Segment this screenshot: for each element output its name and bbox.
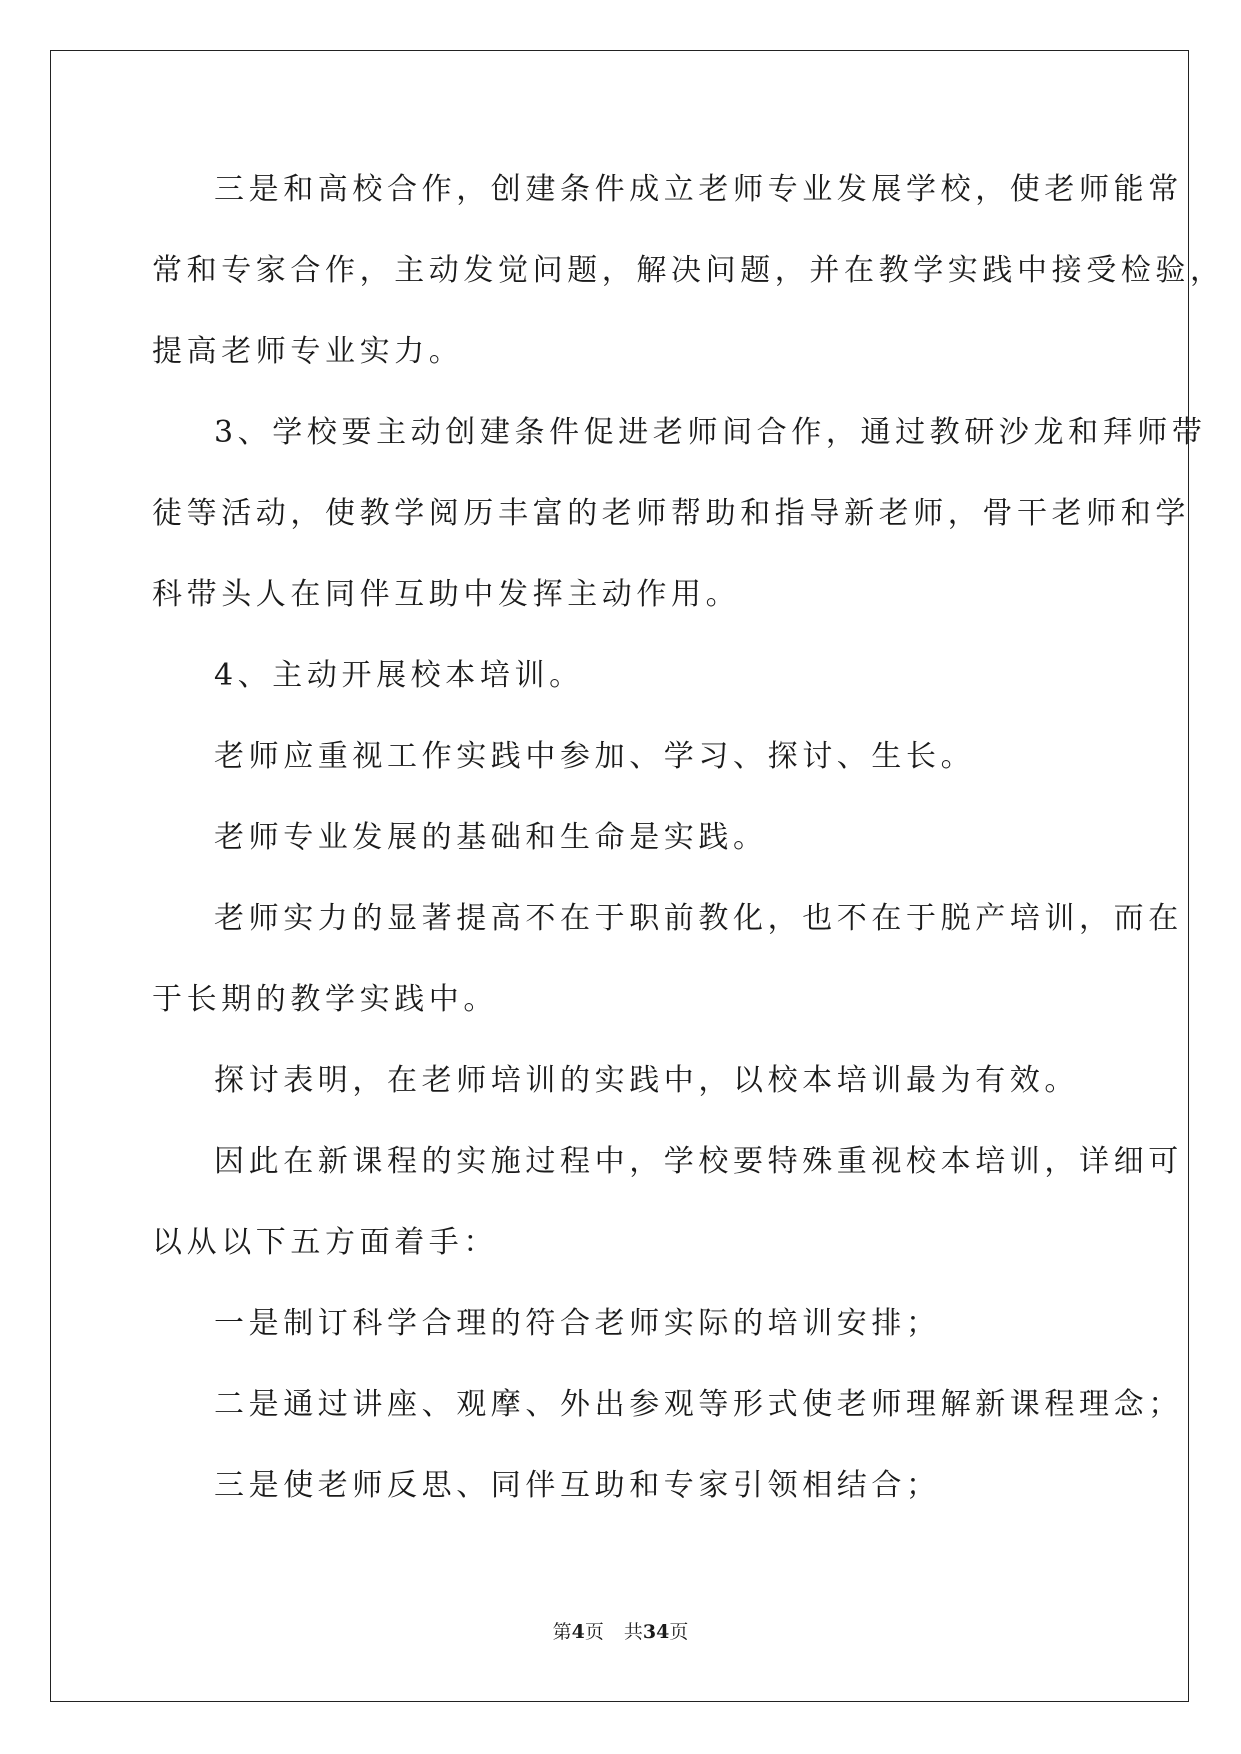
footer-page-suffix: 页 xyxy=(584,1621,604,1643)
paragraph-line: 科带头人在同伴互助中发挥主动作用。 xyxy=(152,577,741,612)
footer-total-pages: 34 xyxy=(642,1621,670,1643)
paragraph-line: 二是通过讲座、观摩、外出参观等形式使老师理解新课程理念； xyxy=(214,1387,1183,1422)
paragraph-line: 于长期的教学实践中。 xyxy=(152,982,498,1017)
paragraph-line: 老师应重视工作实践中参加、学习、探讨、生长。 xyxy=(214,739,976,774)
paragraph-line: 三是使老师反思、同伴互助和专家引领相结合； xyxy=(214,1468,941,1503)
paragraph-line: 4、主动开展校本培训。 xyxy=(214,658,584,693)
footer-page-prefix: 第 xyxy=(552,1621,572,1643)
paragraph-line: 以从以下五方面着手： xyxy=(152,1225,498,1260)
paragraph-line: 一是制订科学合理的符合老师实际的培训安排； xyxy=(214,1306,941,1341)
paragraph-line: 徒等活动，使教学阅历丰富的老师帮助和指导新老师，骨干老师和学 xyxy=(152,496,1190,531)
paragraph-line: 提高老师专业实力。 xyxy=(152,334,464,369)
footer-total-suffix: 页 xyxy=(669,1621,689,1643)
paragraph-line: 常和专家合作，主动发觉问题，解决问题，并在教学实践中接受检验， xyxy=(152,253,1225,288)
page-footer xyxy=(0,1620,1241,1644)
paragraph-line: 三是和高校合作，创建条件成立老师专业发展学校，使老师能常 xyxy=(214,172,1183,207)
footer-total-prefix: 共 xyxy=(623,1621,643,1643)
footer-page-number: 4 xyxy=(571,1621,585,1643)
paragraph-line: 探讨表明，在老师培训的实践中，以校本培训最为有效。 xyxy=(214,1063,1079,1098)
paragraph-line: 3、学校要主动创建条件促进老师间合作，通过教研沙龙和拜师带 xyxy=(214,415,1207,450)
paragraph-line: 因此在新课程的实施过程中，学校要特殊重视校本培训，详细可 xyxy=(214,1144,1183,1179)
page-border xyxy=(50,50,1189,1702)
paragraph-line: 老师专业发展的基础和生命是实践。 xyxy=(214,820,768,855)
paragraph-line: 老师实力的显著提高不在于职前教化，也不在于脱产培训，而在 xyxy=(214,901,1183,936)
